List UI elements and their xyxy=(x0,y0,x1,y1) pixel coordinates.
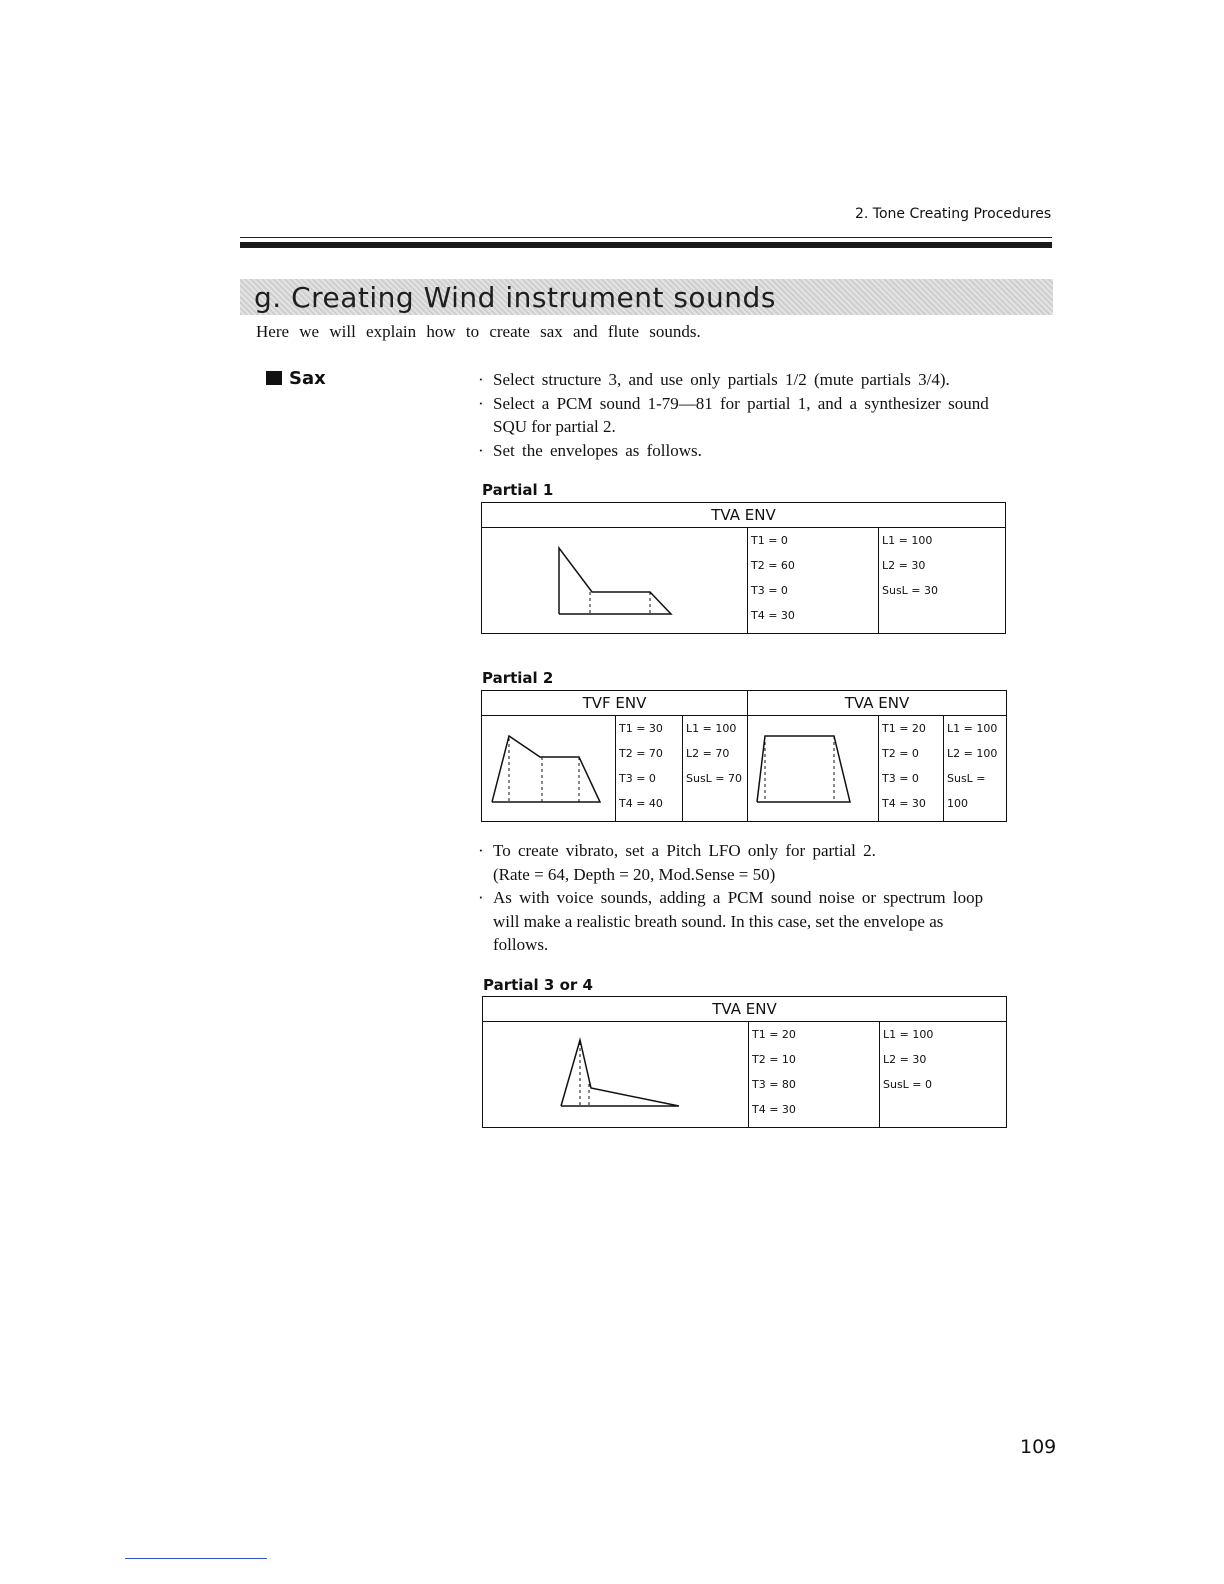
time-params xyxy=(749,1022,880,1128)
tva-envelope-graph xyxy=(482,528,747,628)
partial-2-env-table xyxy=(481,690,1007,822)
sax-bullet-list-2 xyxy=(478,839,1054,957)
page-number: 109 xyxy=(1020,1436,1057,1458)
bullet-continuation: follows. xyxy=(493,935,549,954)
param-value: T2 = 10 xyxy=(752,1053,796,1066)
square-bullet-icon xyxy=(266,371,282,385)
partial-34-tva-table xyxy=(482,996,1007,1128)
footer-link-underline xyxy=(125,1558,267,1559)
time-params xyxy=(879,716,944,822)
partial-2-label: Partial 2 xyxy=(482,669,554,687)
intro-text: Here we will explain how to create sax and flute sounds. xyxy=(256,322,701,341)
envelope-graph-cell xyxy=(482,716,616,822)
param-value: T4 = 30 xyxy=(751,609,795,622)
param-value: L2 = 100 xyxy=(947,747,998,760)
param-value: T3 = 0 xyxy=(619,772,656,785)
level-params xyxy=(880,1022,1007,1128)
param-value: SusL = 30 xyxy=(882,584,939,597)
param-value: L1 = 100 xyxy=(947,722,998,735)
header-rule-thick xyxy=(240,242,1052,248)
bullet-item: · Select structure 3, and use only partials 1/2 (mute partials 3/4). xyxy=(478,368,1054,392)
level-params xyxy=(879,528,1006,634)
bullet-item: · As with voice sounds, adding a PCM sound noise or spectrum loop xyxy=(478,886,1054,910)
param-value: T2 = 0 xyxy=(882,747,919,760)
partial-34-label: Partial 3 or 4 xyxy=(483,976,593,994)
param-value: T3 = 80 xyxy=(752,1078,796,1091)
level-params xyxy=(944,716,1007,822)
param-value: T4 = 30 xyxy=(882,797,926,810)
param-value: T1 = 20 xyxy=(752,1028,796,1041)
param-value: L1 = 100 xyxy=(882,534,933,547)
level-params xyxy=(683,716,748,822)
table-header: TVA ENV xyxy=(748,691,1007,716)
param-value: T1 = 20 xyxy=(882,722,926,735)
partial-1-label: Partial 1 xyxy=(482,481,554,499)
param-value: T4 = 30 xyxy=(752,1103,796,1116)
param-value: T1 = 0 xyxy=(751,534,788,547)
sax-bullet-list xyxy=(478,368,1054,462)
param-value: SusL = 70 xyxy=(686,772,743,785)
bullet-continuation: will make a realistic breath sound. In this case, set the envelope as xyxy=(493,911,944,931)
section-title: g. Creating Wind instrument sounds xyxy=(254,281,776,314)
bullet-item: · Select a PCM sound 1-79—81 for partial 1, and a synthesizer sound xyxy=(478,392,1054,416)
param-value: T3 = 0 xyxy=(882,772,919,785)
bullet-item: · To create vibrato, set a Pitch LFO only for partial 2. xyxy=(478,839,1054,863)
partial-1-tva-table xyxy=(481,502,1006,634)
bullet-continuation: (Rate = 64, Depth = 20, Mod.Sense = 50) xyxy=(493,864,776,884)
param-value: T1 = 30 xyxy=(619,722,663,735)
param-value: SusL = 100 xyxy=(947,772,986,810)
time-params xyxy=(748,528,879,634)
table-header: TVA ENV xyxy=(483,997,1007,1022)
envelope-graph-cell xyxy=(482,528,748,634)
param-value: L2 = 70 xyxy=(686,747,730,760)
bullet-item: · Set the envelopes as follows. xyxy=(478,439,1054,463)
header-rule-thin xyxy=(240,237,1052,238)
param-value: L2 = 30 xyxy=(882,559,926,572)
table-header: TVA ENV xyxy=(482,503,1006,528)
tvf-envelope-graph xyxy=(482,716,615,816)
param-value: T3 = 0 xyxy=(751,584,788,597)
time-params xyxy=(616,716,683,822)
bullet-continuation: SQU for partial 2. xyxy=(493,417,616,436)
param-value: T2 = 70 xyxy=(619,747,663,760)
param-value: T4 = 40 xyxy=(619,797,663,810)
tva-envelope-graph xyxy=(748,716,878,816)
sax-heading: Sax xyxy=(289,368,326,389)
param-value: L2 = 30 xyxy=(883,1053,927,1066)
table-header: TVF ENV xyxy=(482,691,748,716)
param-value: T2 = 60 xyxy=(751,559,795,572)
tva-envelope-graph xyxy=(483,1022,748,1122)
envelope-graph-cell xyxy=(483,1022,749,1128)
running-header: 2. Tone Creating Procedures xyxy=(855,206,1052,222)
param-value: L1 = 100 xyxy=(686,722,737,735)
param-value: L1 = 100 xyxy=(883,1028,934,1041)
param-value: SusL = 0 xyxy=(883,1078,933,1091)
envelope-graph-cell xyxy=(748,716,879,822)
